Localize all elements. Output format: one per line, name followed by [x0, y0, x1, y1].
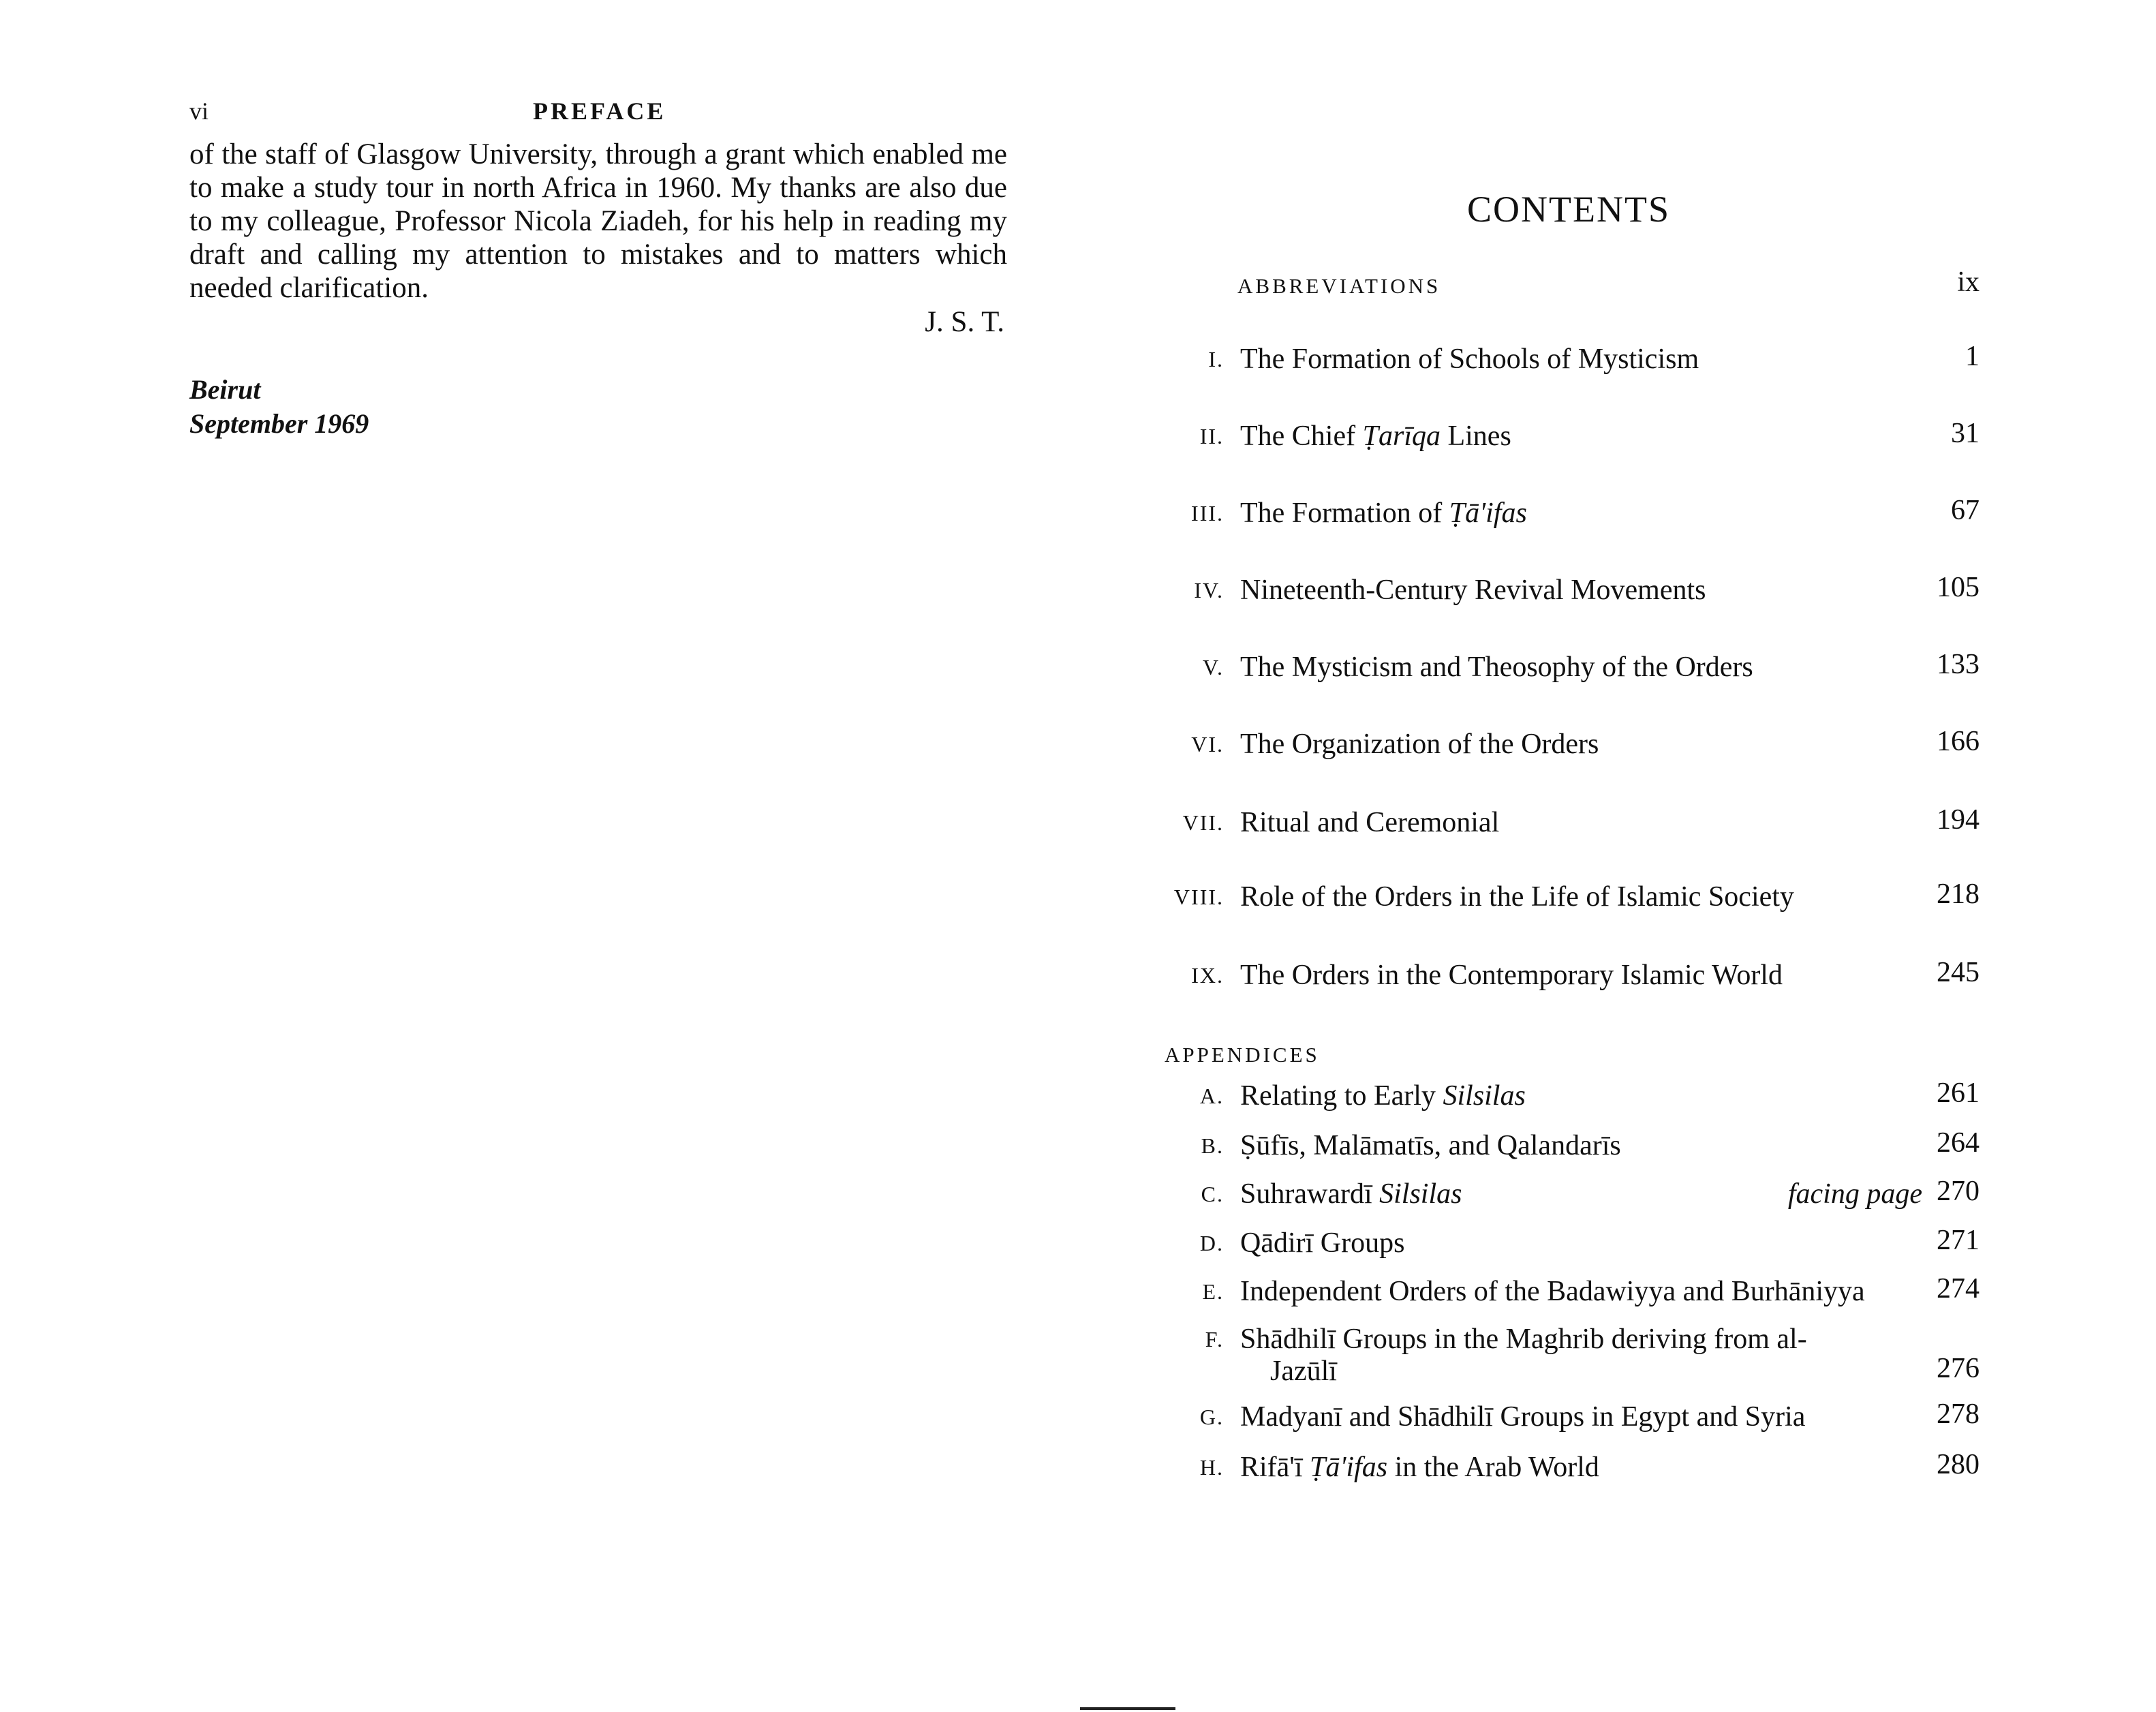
entry-number: III. [1191, 501, 1224, 525]
signature: J. S. T. [925, 306, 1004, 338]
entry-page: 274 [1937, 1273, 1980, 1304]
title-text: Ritual and Ceremonial [1240, 807, 1500, 838]
title-text: Role of the Orders in the Life of Islamic Society [1240, 881, 1794, 913]
entry-title [1240, 806, 1499, 839]
entry-number: VI. [1191, 732, 1224, 756]
title-text: Relating to Early [1240, 1080, 1443, 1112]
entry-title [1240, 1227, 1404, 1259]
entry-number: IV. [1194, 578, 1224, 602]
title-italic: Silsilas [1379, 1178, 1462, 1210]
page-number: vi [189, 97, 209, 125]
title-text: Nineteenth-Century Revival Movements [1240, 575, 1706, 606]
entry-number: G. [1199, 1405, 1224, 1429]
entry-number: F. [1205, 1327, 1224, 1351]
entry-title [1240, 497, 1527, 530]
entry-number: D. [1199, 1231, 1224, 1255]
title-text: The Orders in the Contemporary Islamic World [1240, 960, 1783, 991]
title-text: Shādhilī Groups in the Maghrib deriving from al- [1240, 1324, 1807, 1355]
title-italic: Ṭā'ifas [1449, 498, 1527, 529]
abbreviations-label: ABBREVIATIONS [1237, 274, 1441, 298]
entry-title [1240, 959, 1783, 992]
entry-title [1240, 1275, 1865, 1308]
entry-number: II. [1199, 424, 1224, 448]
preface-paragraph: of the staff of Glasgow University, through a grant which enabled me to make a study tour in north Africa in 1960. My thanks are also due to my colleague, Professor Nicola Ziadeh, for his help in reading my draft and calling my attention to mistakes and to matters which needed clarification. [189, 138, 1007, 304]
entry-page: 218 [1937, 878, 1980, 910]
date: September 1969 [189, 408, 369, 439]
title-text-end: Lines [1440, 421, 1511, 452]
entry-title [1240, 343, 1699, 376]
title-text: The Chief [1240, 421, 1363, 452]
entry-number: V. [1203, 655, 1224, 679]
entry-page: 67 [1951, 495, 1980, 526]
entry-title [1240, 728, 1599, 761]
entry-title [1240, 420, 1511, 453]
entry-number: A. [1199, 1084, 1224, 1108]
entry-page: 194 [1937, 804, 1980, 836]
abbreviations-page: ix [1957, 266, 1980, 298]
entry-number: IX. [1191, 963, 1224, 988]
entry-number: B. [1201, 1133, 1224, 1158]
entry-page: 1 [1965, 341, 1980, 372]
entry-number: VIII. [1173, 885, 1224, 909]
appendices-label: APPENDICES [1165, 1043, 1320, 1067]
title-text: The Mysticism and Theosophy of the Orders [1240, 652, 1753, 683]
entry-page: 166 [1937, 726, 1980, 757]
entry-page: 264 [1937, 1127, 1980, 1159]
entry-page: 105 [1937, 572, 1980, 603]
title-text: Qādirī Groups [1240, 1227, 1405, 1259]
title-italic: Ṭarīqa [1362, 421, 1441, 452]
title-text: The Formation of [1240, 498, 1449, 529]
entry-page: 270 [1937, 1176, 1980, 1207]
title-italic: Ṭā'ifas [1310, 1452, 1388, 1483]
entry-page: 133 [1937, 649, 1980, 680]
entry-page: 31 [1951, 418, 1980, 449]
entry-title [1240, 574, 1706, 607]
title-text: Independent Orders of the Badawiyya and Burhāniyya [1240, 1276, 1865, 1307]
entry-number: VII. [1182, 810, 1224, 835]
entry-title [1240, 881, 1794, 913]
entry-title [1240, 1129, 1621, 1162]
entry-number: I. [1208, 347, 1224, 371]
entry-title [1240, 1080, 1526, 1112]
title-text: The Formation of Schools of Mysticism [1240, 343, 1699, 375]
title-text-end: in the Arab World [1387, 1452, 1599, 1483]
entry-page: 271 [1937, 1225, 1980, 1256]
entry-page: 280 [1937, 1449, 1980, 1480]
entry-page: 276 [1937, 1353, 1980, 1384]
title-text: Madyanī and Shādhilī Groups in Egypt and Syria [1240, 1401, 1806, 1433]
entry-number: H. [1199, 1455, 1224, 1480]
entry-page: 245 [1937, 957, 1980, 988]
entry-page: 278 [1937, 1398, 1980, 1430]
entry-number: C. [1201, 1182, 1224, 1206]
title-italic: Silsilas [1443, 1080, 1526, 1112]
entry-title [1240, 651, 1753, 684]
place: Beirut [189, 374, 261, 405]
entry-title-continued: Jazūlī [1270, 1356, 1337, 1387]
title-text: The Organization of the Orders [1240, 729, 1599, 760]
entry-page: 261 [1937, 1077, 1980, 1109]
entry-number: E. [1202, 1279, 1224, 1304]
entry-title [1240, 1451, 1599, 1484]
title-text: Ṣūfīs, Malāmatīs, and Qalandarīs [1240, 1130, 1621, 1161]
entry-title [1240, 1401, 1805, 1433]
contents-title: CONTENTS [1467, 189, 1670, 230]
entry-title [1240, 1323, 1807, 1356]
entry-title [1240, 1178, 1462, 1210]
page-edge-mark [1080, 1707, 1175, 1710]
title-text: Rifā'ī [1240, 1452, 1310, 1483]
title-text: Suhrawardī [1240, 1178, 1380, 1210]
entry-note: facing page [1787, 1178, 1922, 1210]
running-head: PREFACE [533, 97, 666, 125]
